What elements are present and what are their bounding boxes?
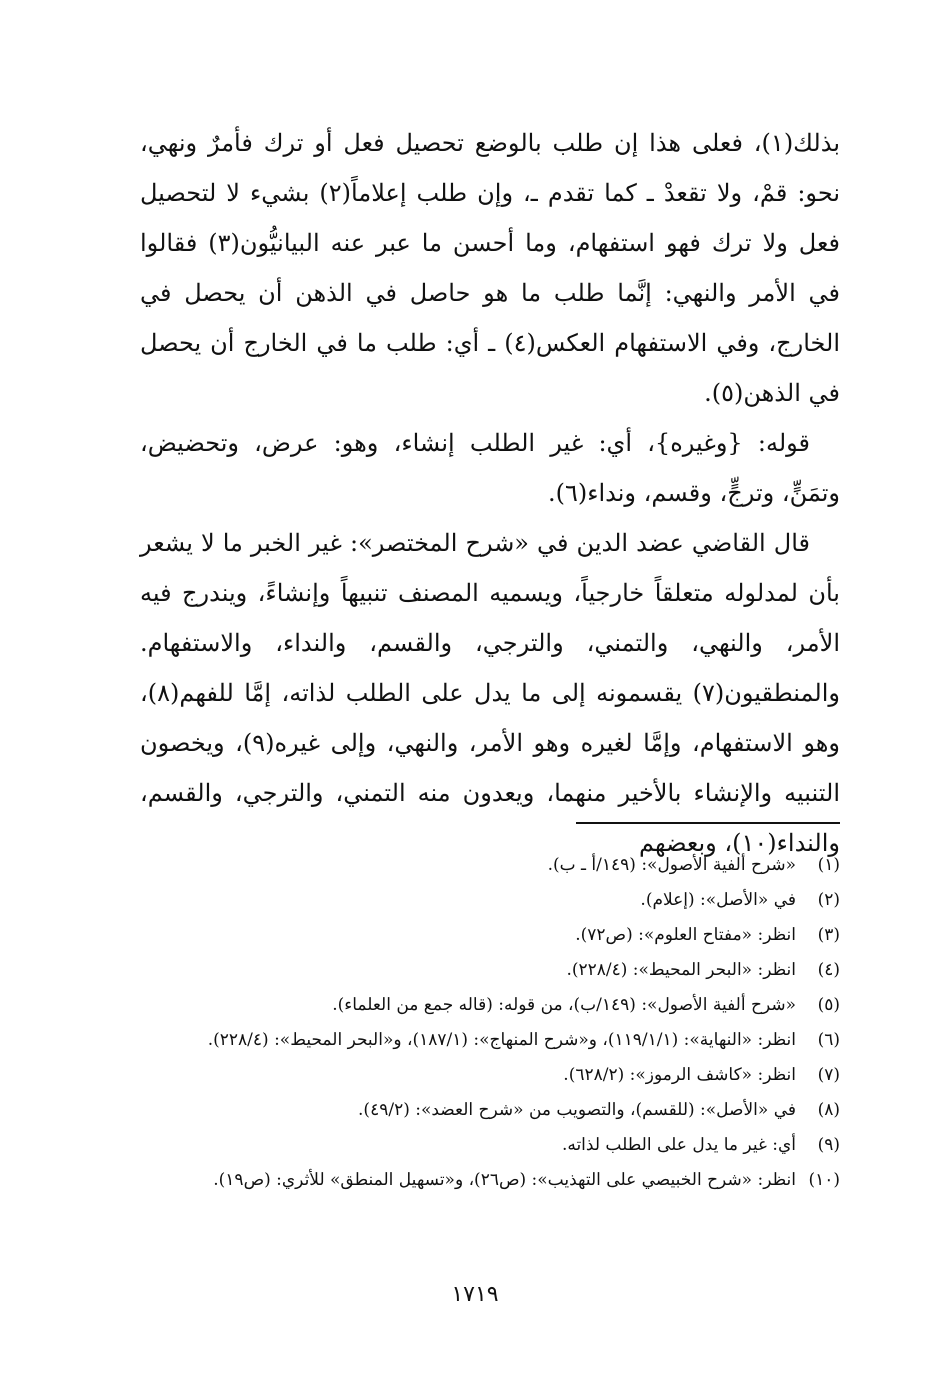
footnote-5 — [120, 988, 840, 1023]
footnote-number: (٧) — [817, 1065, 840, 1085]
footnote-10 — [120, 1163, 840, 1198]
paragraph-2: قوله: {وغيره}، أي: غير الطلب إنشاء، وهو: عرض، وتحضيض، وتمَنٍّ، وترجٍّ، وقسم، ونداء(٦). — [140, 429, 840, 507]
main-text — [140, 118, 840, 868]
footnotes-list — [120, 848, 840, 1198]
paragraph-1: بذلك(١)، فعلى هذا إن طلب بالوضع تحصيل فعل أو ترك فأمرٌ ونهي، نحو: قمْ، ولا تقعدْ ـ كما تقدم ـ، وإن طلب إعلاماً(٢) بشيء لا لتحصيل فعل ولا ترك فهو استفهام، وما أحسن ما عبر عنه البيانيُّون(٣) فقالوا في الأمر والنهي: إنَّما طلب ما هو حاصل في الذهن أن يحصل في الخارج، وفي الاستفهام العكس(٤) ـ أي: طلب ما في الخارج أن يحصل في الذهن(٥). — [140, 129, 841, 407]
footnote-1 — [120, 848, 840, 883]
footnote-text: أي: غير ما يدل على الطلب لذاته. — [561, 1135, 796, 1155]
footnote-text: انظر: «البحر المحيط»: (٢٢٨/٤). — [566, 960, 796, 980]
footnote-text: في «الأصل»: (للقسم)، والتصويب من «شرح العضد»: (٤٩/٢). — [358, 1100, 796, 1120]
footnote-2 — [120, 883, 840, 918]
footnote-6 — [120, 1023, 840, 1058]
footnote-text: انظر: «شرح الخبيصي على التهذيب»: (ص٢٦)، و«تسهيل المنطق» للأثري: (ص١٩). — [213, 1170, 796, 1190]
footnote-text: انظر: «كاشف الرموز»: (٦٢٨/٢). — [563, 1065, 796, 1085]
footnote-number: (٤) — [817, 960, 840, 980]
footnote-text: انظر: «مفتاح العلوم»: (ص٧٢). — [575, 925, 796, 945]
footnote-number: (٣) — [817, 925, 840, 945]
footnote-text: في «الأصل»: (إعلام). — [640, 890, 796, 910]
footnote-number: (٦) — [817, 1030, 840, 1050]
footnote-4 — [120, 953, 840, 988]
footnote-separator — [576, 822, 840, 824]
footnote-8 — [120, 1093, 840, 1128]
footnote-7 — [120, 1058, 840, 1093]
footnote-text: «شرح ألفية الأصول»: (١٤٩/أ ـ ب). — [547, 855, 796, 875]
footnote-3 — [120, 918, 840, 953]
footnote-text: «شرح ألفية الأصول»: (١٤٩/ب)، من قوله: (قاله جمع من العلماء). — [332, 995, 796, 1015]
footnote-number: (١) — [817, 855, 840, 875]
footnote-text: انظر: «النهاية»: (١١٩/١/١)، و«شرح المنهاج»: (١٨٧/١)، و«البحر المحيط»: (٢٢٨/٤). — [207, 1030, 796, 1050]
footnote-number: (٥) — [817, 995, 840, 1015]
footnote-9 — [120, 1128, 840, 1163]
footnote-number: (٨) — [817, 1100, 840, 1120]
footnote-number: (١٠) — [808, 1170, 840, 1190]
page-number: ١٧١٩ — [451, 1282, 499, 1307]
footnote-number: (٢) — [817, 890, 840, 910]
paragraph-3: قال القاضي عضد الدين في «شرح المختصر»: غير الخبر ما لا يشعر بأن لمدلوله متعلقاً خارجياً، ويسميه المصنف تنبيهاً وإنشاءً، ويندرج فيه الأمر، والنهي، والتمني، والترجي، والقسم، والنداء، والاستفهام. والمنطقيون(٧) يقسمونه إلى ما يدل على الطلب لذاته، إمَّا للفهم(٨)، وهو الاستفهام، وإمَّا لغيره وهو الأمر، والنهي، وإلى غيره(٩)، ويخصون التنبيه والإنشاء بالأخير منهما، ويعدون منه التمني، والترجي، والقسم، والنداء(١٠)، وبعضهم — [140, 529, 840, 857]
footnote-number: (٩) — [817, 1135, 840, 1155]
